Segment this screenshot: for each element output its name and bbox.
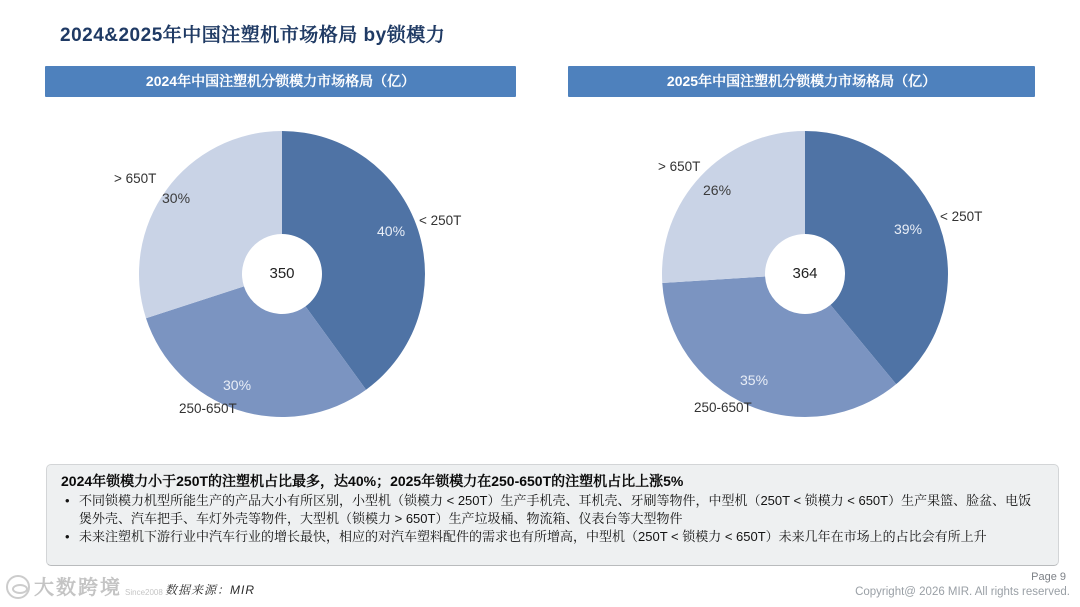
slice-label-mid-2024: 250-650T: [179, 401, 237, 416]
donut-center-value-2025: 364: [792, 265, 818, 282]
slice-pct-gt650-2024: 30%: [162, 190, 191, 206]
note-bullet: • 未来注塑机下游行业中汽车行业的增长最快，相应的对汽车塑料配件的需求也有所增高，中型机（250T < 锁模力 < 650T）未来几年在市场上的占比会有所上升: [61, 528, 1044, 546]
slice-label-lt250-2025: < 250T: [940, 209, 983, 224]
watermark-logo-icon: [6, 575, 30, 599]
note-bullet: • 不同锁模力机型所能生产的产品大小有所区别，小型机（锁模力 < 250T）生产手机壳、耳机壳、牙刷等物件，中型机（250T < 锁模力 < 650T）生产果篮、脸盆、电饭煲外壳、汽车把手、车灯外壳等物件，大型机（锁模力 > 650T）生产垃圾桶、物流箱、仪表台等大型物件: [61, 492, 1044, 528]
page-number: Page 9: [1031, 571, 1066, 583]
donut-center-value-2024: 350: [269, 265, 295, 282]
watermark-subtext: Since2008: [125, 588, 163, 597]
slice-label-gt650-2024: > 650T: [114, 171, 157, 186]
watermark: [6, 575, 163, 599]
slice-pct-lt250-2024: 40%: [377, 223, 406, 239]
page-title: 2024&2025年中国注塑机市场格局 by锁模力: [60, 25, 446, 46]
takeaway-note-box: [46, 464, 1059, 566]
data-source-label: 数据来源：MIR: [165, 583, 255, 597]
slice-pct-lt250-2025: 39%: [894, 221, 923, 237]
slice-pct-gt650-2025: 26%: [703, 182, 732, 198]
pie-slice: [139, 131, 282, 318]
note-bullet-list: [61, 492, 1044, 546]
slice-pct-mid-2024: 30%: [223, 377, 252, 393]
slice-label-mid-2025: 250-650T: [694, 400, 752, 415]
slice-pct-mid-2025: 35%: [740, 372, 769, 388]
slice-label-lt250-2024: < 250T: [419, 213, 462, 228]
slice-label-gt650-2025: > 650T: [658, 159, 701, 174]
note-headline: 2024年锁模力小于250T的注塑机占比最多，达40%；2025年锁模力在250-650T的注塑机占比上涨5%: [61, 473, 684, 489]
watermark-text: 大数跨境: [34, 577, 122, 599]
copyright-text: Copyright@ 2026 MIR. All rights reserved.: [855, 586, 1070, 598]
chart-header-2024: 2024年中国注塑机分锁模力市场格局（亿）: [45, 66, 516, 97]
pie-slice: [662, 131, 805, 283]
chart-header-2025: 2025年中国注塑机分锁模力市场格局（亿）: [568, 66, 1035, 97]
